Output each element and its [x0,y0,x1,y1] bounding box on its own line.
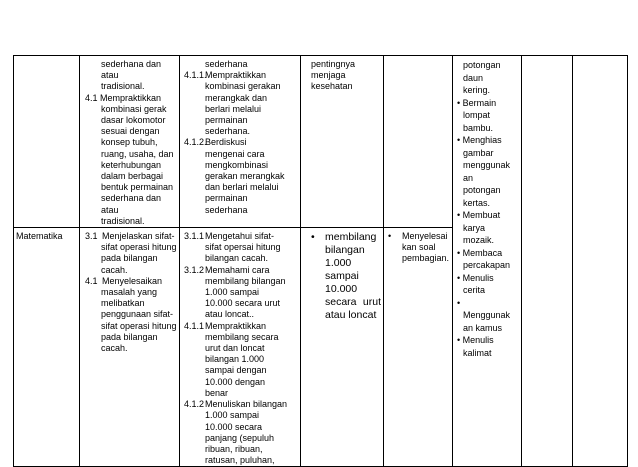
text-line: panjang (sepuluh [205,432,275,443]
subject-cell [14,228,80,467]
numbered-item: 4.1 Mempraktikkan [85,92,162,103]
competency-cell [80,228,180,467]
text-line: sesuai dengan [101,126,160,137]
text-line: cerita [463,285,486,295]
text-line: kalimat [463,347,492,358]
bullet-text: Menghias [462,135,502,145]
numbered-item [184,137,298,148]
bullet-icon: • [457,247,463,258]
text-line: gerakan merangkak [205,171,285,182]
bullet-item [388,231,450,265]
text-line: sederhana dan atau [101,193,162,215]
text-line: bilangan cacah. [205,253,269,264]
text-line: penggunaan sifat- [101,309,174,320]
text-line: 10.000 secara urut [205,298,281,309]
text-line: membilang [325,231,377,244]
bullet-item [457,272,519,285]
text-line: secara urut [325,296,381,309]
item-number: 4.1.1 [184,320,205,331]
bullet-item [457,209,519,222]
numbered-item [85,276,177,287]
text-line: 10.000 secara [205,421,263,432]
bullet-icon: • [388,231,392,242]
bullet-item [457,247,519,260]
text-line: gambar [463,147,494,158]
text-line: kering. [463,85,491,95]
text-line: cacah. [101,264,128,275]
text-line: merangkak dan [205,92,268,103]
item-text: Menuliskan bilangan [205,399,288,410]
text-line: an [463,172,474,183]
numbered-item [85,231,177,242]
bullet-text: Bermain [462,97,497,108]
text-line: 1.000 sampai [325,257,359,283]
text-line: sederhana [205,204,248,215]
text-line: lompat [463,110,491,120]
subject-label: Matematika [16,231,63,242]
table-row [14,56,628,228]
text-line: pada bilangan [101,253,158,264]
item-text: Mempraktikkan [205,70,267,81]
bullet-icon: • [457,272,463,283]
text-line: menjaga [311,70,346,81]
text-line: kombinasi gerakan [205,81,281,92]
bullet-item [457,334,519,347]
text-line: berlari melalui [205,103,262,114]
bullet-icon: • [457,297,461,308]
text-line: tradisional. [101,215,145,226]
text-line: masalah yang [101,287,158,298]
material-cell [301,228,384,467]
text-line: sederhana. [205,126,251,137]
text-line: sifat operasi hitung [101,320,177,331]
text-line: kombinasi gerak [101,103,167,114]
text-line: sederhana dan atau [101,59,162,81]
activity-cell [384,56,453,228]
item-number: 3.1.2 [184,264,205,275]
bullet-icon: • [457,335,463,345]
text-line: sifat operasi hitung [101,242,177,253]
text-line: bentuk permainan [101,182,174,193]
bullet-item [457,97,519,110]
bullet-text [325,231,381,322]
text-line: 10.000 dengan [205,376,266,387]
numbered-item [184,321,298,332]
text-line: bambu. [463,122,494,133]
text-line: dasar lokomotor [101,115,166,126]
activity-cell [384,228,453,467]
item-number: 4.1.2. [184,137,207,148]
text-line: percakapan [463,260,511,270]
text-line: ratusan, puluhan, [205,455,275,466]
text-line: tradisional. [101,81,145,92]
numbered-item [184,70,298,81]
text-line: bilangan [325,244,365,257]
item-number: 4.1.1. [184,70,207,81]
item-text: Mengetahui sifat- [205,231,275,242]
numbered-item [184,265,298,276]
text-line: sampai dengan [205,365,267,376]
text-line: permainan [205,115,248,126]
bullet-text: Menulis [462,272,494,283]
text-line: potongan [463,60,501,70]
item-text: Mempraktikkan [205,320,267,331]
indicator-cell [180,228,301,467]
bullet-icon: • [311,231,315,244]
bullet-icon: • [457,210,463,220]
text-line: Menyelesai [402,231,448,242]
item-text: Memahami cara [205,264,270,275]
text-line: kesehatan [311,81,353,92]
item-number: 3.1 [85,231,98,242]
text-line: karya [463,222,486,233]
text-line: daun [463,72,484,83]
text-line: keterhubungan [101,159,162,170]
material-cell [301,56,384,228]
numbered-item [184,399,298,410]
text-line: permainan [205,193,248,204]
text-line: 1.000 sampai [205,410,260,421]
text-line: atau loncat.. [205,309,255,320]
text-line: an kamus [463,322,503,333]
text-line: potongan [463,185,501,195]
item-text: Menjelaskan sifat- [102,231,175,242]
text-line: dan berlari melalui [205,182,279,193]
text-line: membilang bilangan [205,275,286,286]
text-line: pentingnya [311,59,356,69]
text-line: melibatkan [101,298,145,309]
item-number: 4.1.2 [184,399,205,410]
bullet-text: Membaca [462,247,503,258]
indicator-cell [180,56,301,228]
text-line: kan soal [402,242,436,253]
text-line: membilang secara [205,331,279,342]
bullet-item [457,297,519,310]
item-number: 4.1 [85,275,98,286]
item-text: Berdiskusi [205,137,247,148]
bullet-icon: • [457,97,463,108]
text-line: cacah. [101,343,128,354]
item-text: Menyelesaikan [102,275,163,286]
text-line: ribuan, ribuan, [205,443,263,454]
text-line: sederhana [205,59,248,69]
text-line: benar [205,387,229,398]
text-line: dalam berbagai [101,171,164,182]
text-line: bilangan 1.000 [205,354,265,365]
bullet-item [311,231,381,322]
text-line: urut dan loncat [205,343,265,354]
text-line: konsep tubuh, [101,137,158,148]
item-number: 3.1.1 [184,231,205,242]
text-line: ruang, usaha, dan [101,148,174,159]
text-line: Menggunak [463,310,511,320]
text-line: pada bilangan [101,331,158,342]
text-line: mengenai cara [205,148,265,159]
text-line: 1.000 sampai [205,287,260,298]
text-line: kertas. [463,197,491,208]
numbered-item [184,231,298,242]
bullet-text: Menulis [462,335,494,345]
empty-cell [573,56,628,467]
competency-cell [80,56,180,228]
subject-cell [14,56,80,228]
text-line: 10.000 [325,283,358,296]
learning-activity-cell [453,56,522,467]
text-line: sifat opersai hitung [205,242,281,253]
text-line: mozaik. [463,235,495,245]
text-line: pembagian. [402,253,450,264]
lesson-plan-table [13,55,628,467]
bullet-text: Membuat [462,210,501,220]
bullet-text [402,231,449,265]
bullet-icon: • [457,135,463,145]
text-line: menggunak [463,160,511,170]
empty-cell [522,56,573,467]
bullet-item [457,134,519,147]
text-line: atau loncat [325,309,377,322]
text-line: mengkombinasi [205,159,269,170]
